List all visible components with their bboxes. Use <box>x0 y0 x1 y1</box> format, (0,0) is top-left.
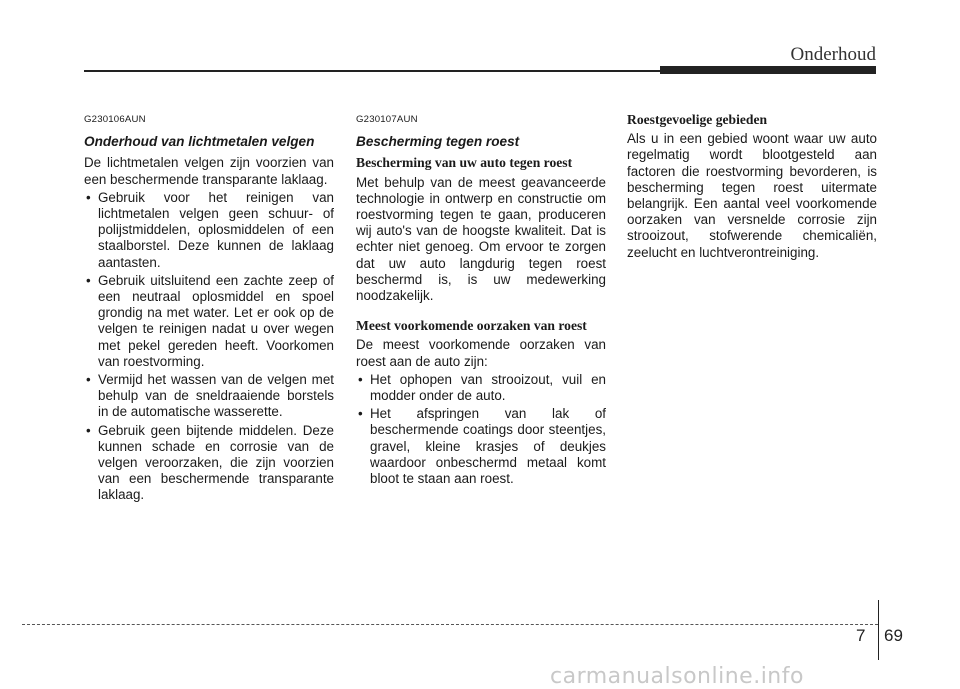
subheading: Roestgevoelige gebieden <box>627 112 768 127</box>
chapter-number: 7 <box>856 626 866 645</box>
column-wheel-care <box>84 112 334 504</box>
section-code: G230106AUN <box>84 114 146 125</box>
page-number: 69 <box>884 626 903 645</box>
column-rust-protection <box>356 112 606 487</box>
header-rule-bold <box>660 66 876 74</box>
list-item: • Het ophopen van strooizout, vuil en modder onder de auto. <box>356 372 606 404</box>
list-item: • Vermijd het wassen van de velgen met behulp van de sneldraaiende borstels in de automatische wasserette. <box>84 372 334 421</box>
paragraph: De lichtmetalen velgen zijn voorzien van een beschermende transparante laklaag. <box>84 155 334 187</box>
list-item: • Gebruik geen bijtende middelen. Deze kunnen schade en corrosie van de velgen veroorzaken, die zijn voorzien van een beschermende transparante laklaag. <box>84 423 334 504</box>
header-rule <box>84 70 660 72</box>
section-title: Onderhoud <box>790 44 876 65</box>
paragraph: Met behulp van de meest geavanceerde technologie in ontwerp en constructie om roestvorming tegen te gaan, produceren wij auto's van de hoogste kwaliteit. Dat is echter niet genoeg. Om ervoor te zorgen dat uw auto langdurig tegen roest beschermd is, is uw medewerking noodzakelijk. <box>356 174 606 304</box>
paragraph: Als u in een gebied woont waar uw auto regelmatig wordt blootgesteld aan factoren die roestvorming bevorderen, is bescherming tegen roest uitermate belangrijk. Een aantal veel voorkomende oorzaken van versnelde corrosie zijn strooizout, stofwerende chemicaliën, zeelucht en luchtverontreiniging. <box>627 131 877 260</box>
section-code: G230107AUN <box>356 114 418 125</box>
section-heading: Bescherming tegen roest <box>356 134 520 150</box>
column-rust-prone-areas <box>627 112 877 261</box>
list-item: • Gebruik voor het reinigen van lichtmetalen velgen geen schuur- of polijstmiddelen, oplosmiddelen of een staalborstel. Deze kunnen de laklaag aantasten. <box>84 190 334 271</box>
section-heading: Onderhoud van lichtmetalen velgen <box>84 134 315 150</box>
list-item: • Gebruik uitsluitend een zachte zeep of een neutraal oplosmiddel en spoel grondig na met water. Let er ook op de velgen te reinigen nadat u over wegen met pekel gereden heeft. Voorkomen van roestvorming. <box>84 273 334 370</box>
list-item: • Het afspringen van lak of beschermende coatings door steentjes, gravel, kleine krasjes of deukjes waardoor onbeschermd metaal komt bloot te staan aan roest. <box>356 406 606 487</box>
page-number-divider <box>878 600 879 660</box>
watermark: carmanualsonline.info <box>550 664 804 689</box>
subheading: Bescherming van uw auto tegen roest <box>356 155 573 171</box>
bullet-list <box>84 190 334 504</box>
bullet-list <box>356 372 606 487</box>
subheading: Meest voorkomende oorzaken van roest <box>356 318 587 334</box>
footer-rule <box>22 624 878 625</box>
paragraph: De meest voorkomende oorzaken van roest aan de auto zijn: <box>356 337 606 369</box>
